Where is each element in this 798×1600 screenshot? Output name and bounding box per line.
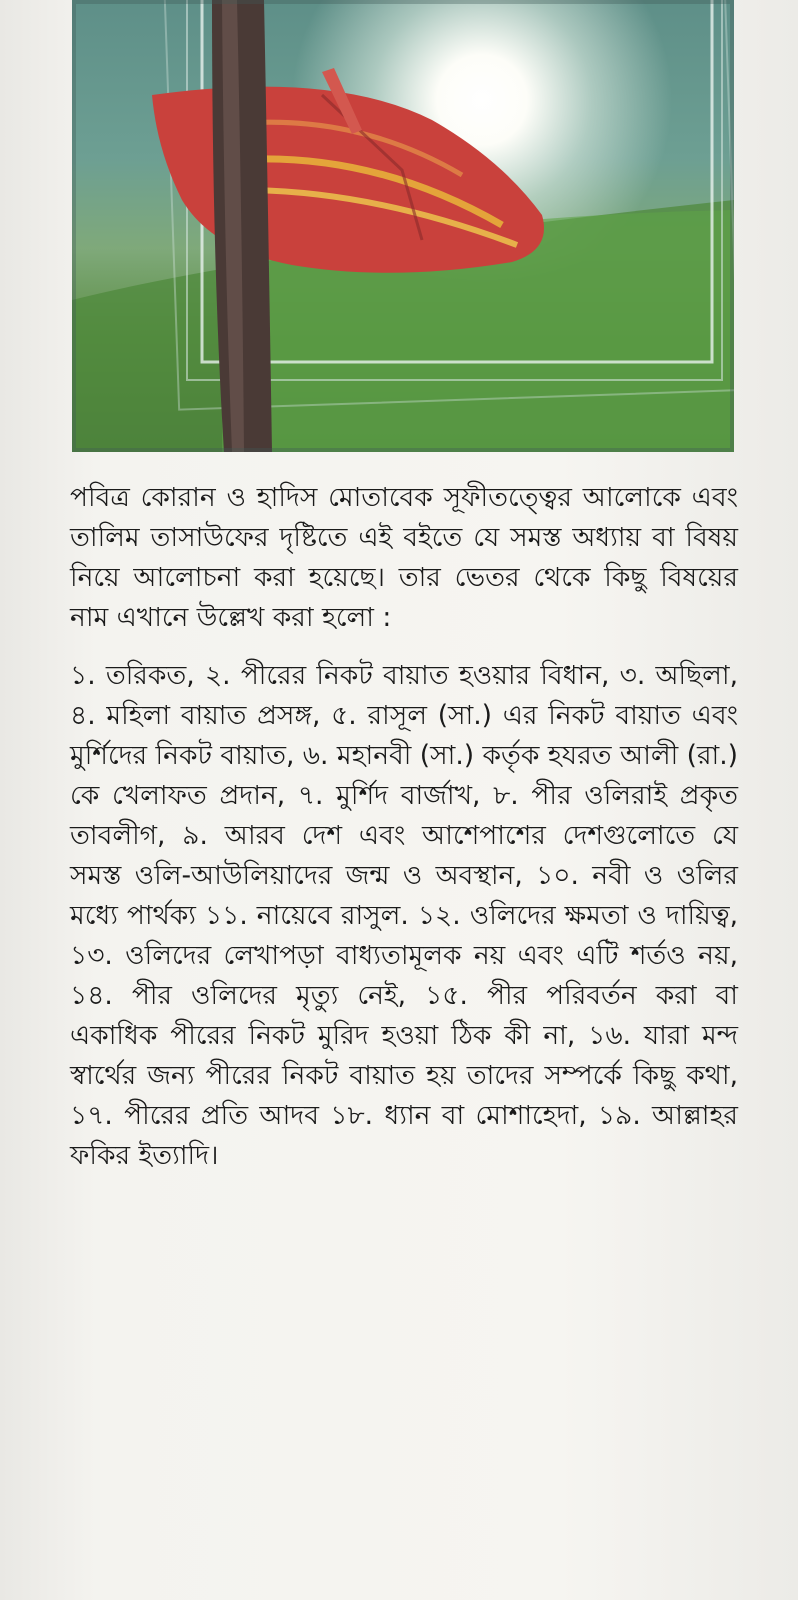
cover-illustration (72, 0, 734, 452)
boat-icon (72, 0, 734, 452)
topics-list-paragraph: ১. তরিকত, ২. পীরের নিকট বায়াত হওয়ার বিধান, ৩. অছিলা, ৪. মহিলা বায়াত প্রসঙ্গ, ৫. রাসূল (সা.) এর নিকট বায়াত এবং মুর্শিদের নিকট বায়াত, ৬. মহানবী (সা.) কর্তৃক হযরত আলী (রা.) কে খেলাফত প্রদান, ৭. মুর্শিদ বার্জাখ, ৮. পীর ওলিরাই প্রকৃত তাবলীগ, ৯. আরব দেশ এবং আশেপাশের দেশগুলোতে যে সমস্ত ওলি-আউলিয়াদের জন্ম ও অবস্থান, ১০. নবী ও ওলির মধ্যে পার্থক্য ১১. নায়েবে রাসুল. ১২. ওলিদের ক্ষমতা ও দায়িত্ব, ১৩. ওলিদের লেখাপড়া বাধ্যতামূলক নয় এবং এটি শর্তও নয়, ১৪. পীর ওলিদের মৃত্যু নেই, ১৫. পীর পরিবর্তন করা বা একাধিক পীরের নিকট মুরিদ হওয়া ঠিক কী না, ১৬. যারা মন্দ স্বার্থের জন্য পীরের নিকট বায়াত হয় তাদের সম্পর্কে কিছু কথা, ১৭. পীরের প্রতি আদব ১৮. ধ্যান বা মোশাহেদা, ১৯. আল্লাহর ফকির ইত্যাদি। (70, 660, 738, 1171)
intro-paragraph: পবিত্র কোরান ও হাদিস মোতাবেক সূফীতত্ত্বের আলোকে এবং তালিম তাসাউফের দৃষ্টিতে এই বইতে যে সমস্ত অধ্যায় বা বিষয় নিয়ে আলোচনা করা হয়েছে। তার ভেতর থেকে কিছু বিষয়ের নাম এখানে উল্লেখ করা হলো : (70, 482, 738, 633)
description-text (70, 478, 738, 1176)
